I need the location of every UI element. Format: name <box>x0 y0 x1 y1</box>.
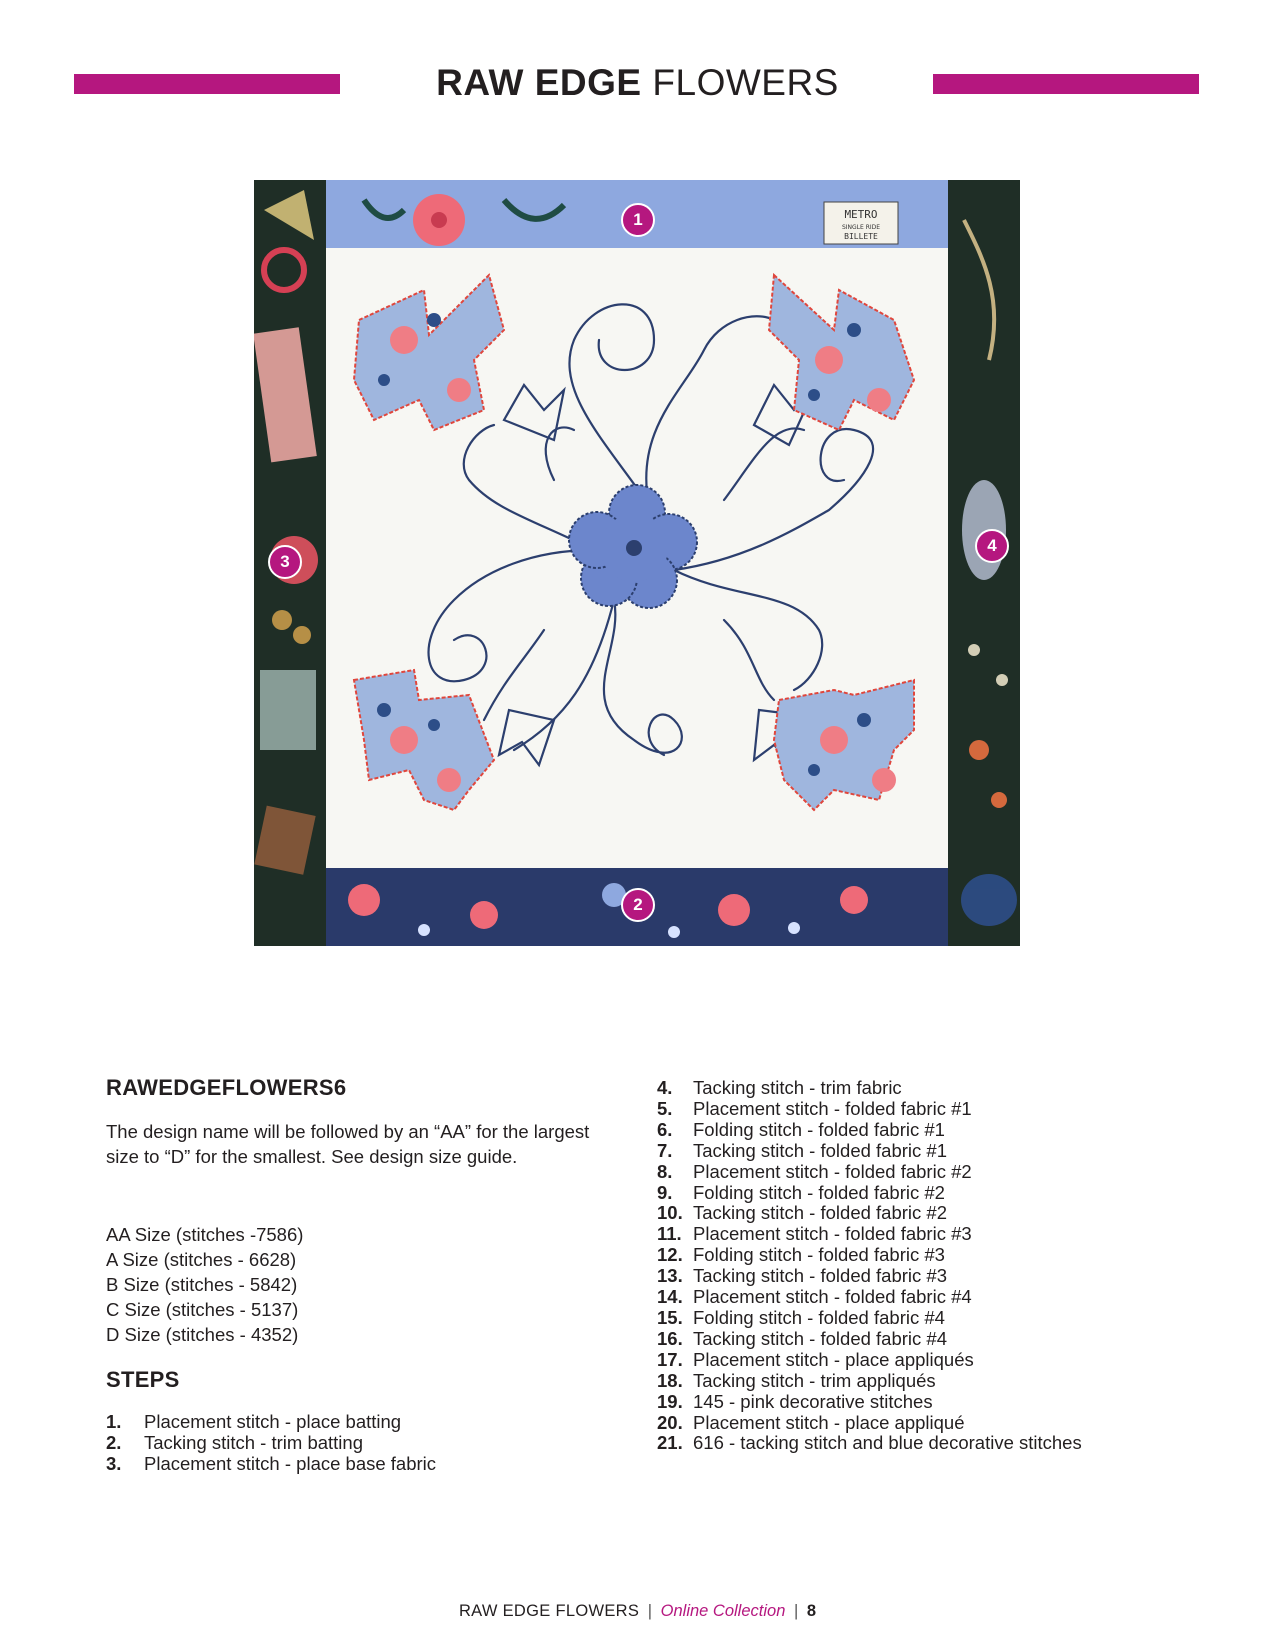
step-item <box>657 1224 1082 1245</box>
step-text: Tacking stitch - trim fabric <box>693 1077 902 1098</box>
design-intro: The design name will be followed by an “AA” for the largest size to “D” for the smallest. See design size guide. <box>106 1121 590 1167</box>
step-text: Placement stitch - place batting <box>144 1411 402 1432</box>
step-item <box>657 1203 1082 1224</box>
step-number: 3. <box>106 1453 122 1474</box>
step-number: 21. <box>657 1432 683 1454</box>
step-item <box>657 1350 1082 1371</box>
svg-text:SINGLE RIDE: SINGLE RIDE <box>841 224 881 231</box>
step-item <box>657 1099 1082 1120</box>
step-text: Placement stitch - place base fabric <box>144 1453 437 1474</box>
step-item <box>657 1266 1082 1287</box>
footer-separator: | <box>647 1602 653 1620</box>
step-number: 6. <box>657 1118 673 1140</box>
step-item <box>657 1245 1082 1266</box>
step-text: Folding stitch - folded fabric #3 <box>693 1244 945 1266</box>
steps-heading: STEPS <box>106 1367 180 1392</box>
step-item <box>657 1183 1082 1204</box>
step-item <box>657 1120 1082 1141</box>
step-text: Folding stitch - folded fabric #4 <box>693 1306 945 1328</box>
step-text: Placement stitch - folded fabric #2 <box>693 1160 972 1182</box>
footer-separator: | <box>793 1602 799 1620</box>
step-number: 12. <box>657 1244 683 1266</box>
step-number: 14. <box>657 1286 683 1308</box>
step-text: Tacking stitch - folded fabric #3 <box>693 1265 947 1287</box>
footer-collection: Online Collection <box>660 1602 786 1620</box>
size-list <box>106 1222 303 1347</box>
step-number: 7. <box>657 1139 673 1161</box>
step-text: Tacking stitch - folded fabric #1 <box>693 1139 947 1161</box>
steps-list-left <box>106 1411 436 1474</box>
step-text: Tacking stitch - trim appliqués <box>693 1369 936 1391</box>
page-title-bold: RAW EDGE <box>436 62 642 103</box>
step-number: 17. <box>657 1348 683 1370</box>
step-item <box>657 1371 1082 1392</box>
step-item <box>657 1413 1082 1434</box>
step-item <box>657 1162 1082 1183</box>
step-number: 10. <box>657 1202 683 1224</box>
step-number: 4. <box>657 1077 673 1098</box>
size-item: C Size (stitches - 5137) <box>106 1299 299 1320</box>
page-number: 8 <box>806 1602 817 1620</box>
quilt-block-photo <box>254 180 1020 946</box>
page-title-light: FLOWERS <box>652 62 839 103</box>
step-number: 18. <box>657 1369 683 1391</box>
step-item <box>657 1308 1082 1329</box>
size-item: B Size (stitches - 5842) <box>106 1274 298 1295</box>
marker-1: 1 <box>621 203 655 237</box>
step-item <box>106 1411 436 1432</box>
svg-text:BILLETE: BILLETE <box>844 232 878 241</box>
step-text: Tacking stitch - folded fabric #2 <box>693 1202 947 1224</box>
steps-list-right <box>657 1078 1082 1454</box>
step-number: 16. <box>657 1327 683 1349</box>
step-item <box>106 1432 436 1453</box>
step-number: 8. <box>657 1160 673 1182</box>
step-number: 11. <box>657 1223 682 1245</box>
step-text: Tacking stitch - folded fabric #4 <box>693 1327 947 1349</box>
step-text: Placement stitch - folded fabric #3 <box>693 1223 972 1245</box>
step-text: Placement stitch - place appliqué <box>693 1411 965 1433</box>
step-number: 9. <box>657 1181 673 1203</box>
step-number: 15. <box>657 1306 683 1328</box>
marker-3: 3 <box>268 545 302 579</box>
page-footer <box>0 1602 1275 1621</box>
design-name: RAWEDGEFLOWERS6 <box>106 1075 347 1100</box>
step-item <box>657 1078 1082 1099</box>
step-item <box>657 1141 1082 1162</box>
quilt-block-illustration <box>254 180 1020 946</box>
step-item <box>657 1287 1082 1308</box>
step-text: Placement stitch - folded fabric #1 <box>693 1097 972 1119</box>
step-item <box>657 1433 1082 1454</box>
step-item <box>657 1329 1082 1350</box>
step-text: Folding stitch - folded fabric #2 <box>693 1181 945 1203</box>
step-item <box>657 1392 1082 1413</box>
size-item: D Size (stitches - 4352) <box>106 1324 299 1345</box>
step-number: 5. <box>657 1097 673 1119</box>
step-text: Folding stitch - folded fabric #1 <box>693 1118 945 1140</box>
marker-2: 2 <box>621 888 655 922</box>
step-number: 1. <box>106 1411 122 1432</box>
step-text: 145 - pink decorative stitches <box>693 1390 933 1412</box>
size-item: A Size (stitches - 6628) <box>106 1249 297 1270</box>
footer-title: RAW EDGE FLOWERS <box>458 1602 640 1620</box>
step-text: 616 - tacking stitch and blue decorative stitches <box>693 1432 1082 1454</box>
step-number: 19. <box>657 1390 683 1412</box>
marker-4: 4 <box>975 529 1009 563</box>
header-accent-bar-right <box>933 74 1199 94</box>
svg-text:METRO: METRO <box>844 208 878 221</box>
step-text: Placement stitch - place appliqués <box>693 1348 974 1370</box>
step-item <box>106 1453 436 1474</box>
step-number: 20. <box>657 1411 683 1433</box>
step-text: Tacking stitch - trim batting <box>144 1432 363 1453</box>
step-number: 2. <box>106 1432 122 1453</box>
step-number: 13. <box>657 1265 683 1287</box>
size-item: AA Size (stitches -7586) <box>106 1224 304 1245</box>
step-text: Placement stitch - folded fabric #4 <box>693 1286 972 1308</box>
